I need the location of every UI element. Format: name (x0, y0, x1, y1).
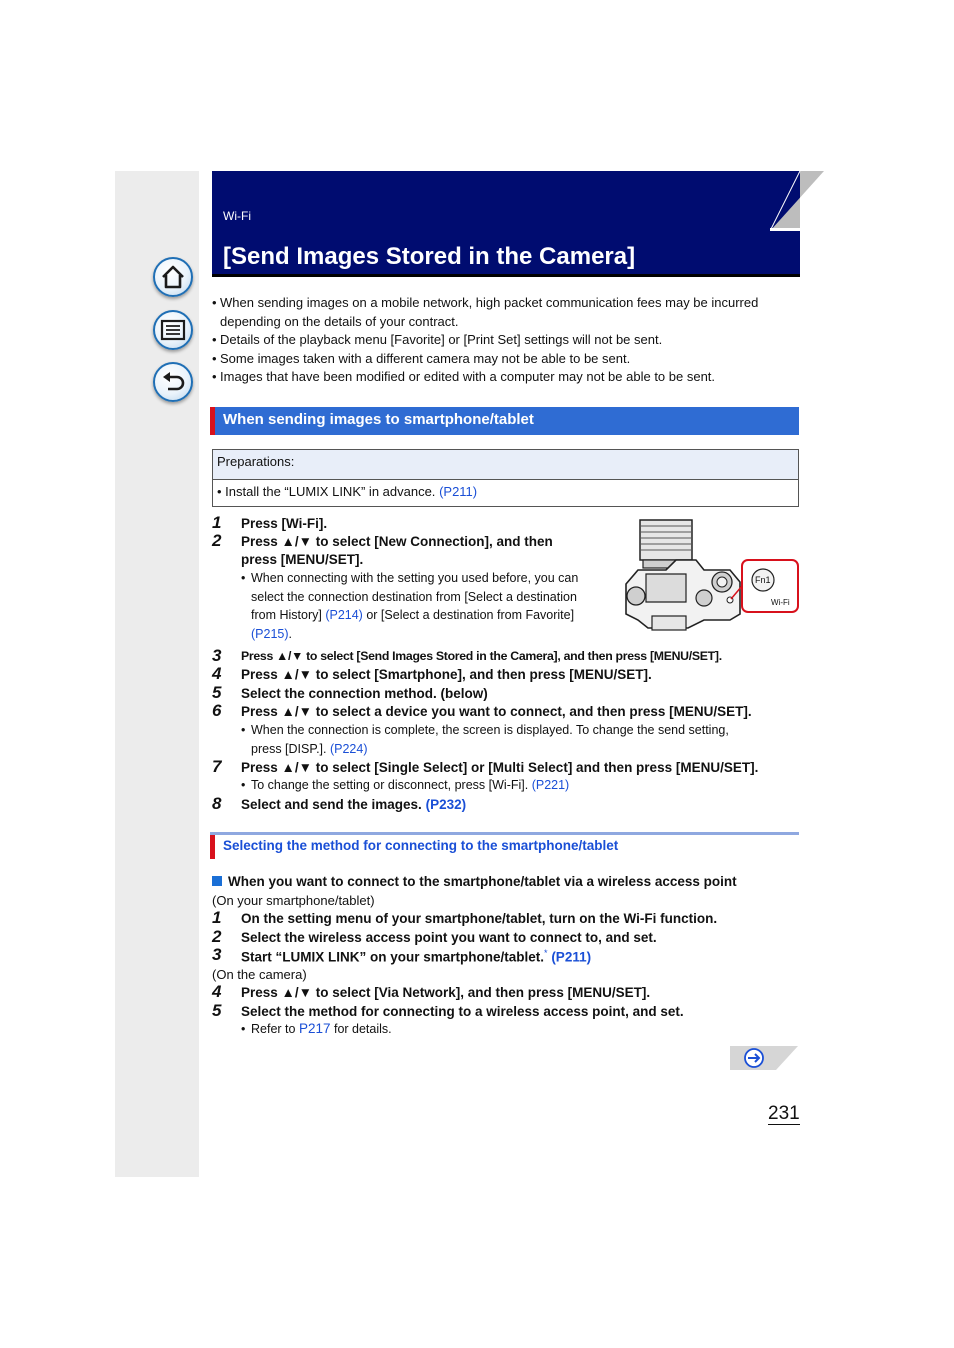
wifi-button-label: Wi-Fi (771, 598, 790, 607)
next-page-arrow-icon[interactable] (730, 1046, 798, 1070)
bullet-item: • Images that have been modified or edited with a computer may not be able to be sent. (212, 368, 802, 387)
title-rule (212, 274, 800, 277)
step-6-note: • When the connection is complete, the screen is displayed. To change the send setting, press [DISP.]. (P224) (241, 723, 729, 756)
link-p221[interactable]: (P221) (531, 778, 570, 792)
link-p211-b[interactable]: (P211) (551, 949, 592, 965)
menu-list-icon[interactable] (153, 310, 193, 350)
header-corner-decoration (770, 171, 824, 231)
square-bullet-icon (212, 876, 222, 886)
step-7-note: • To change the setting or disconnect, press [Wi-Fi]. (P221) (241, 778, 570, 792)
page-number: 231 (768, 1103, 800, 1124)
on-smartphone-label: (On your smartphone/tablet) (212, 893, 375, 908)
preparations-box (212, 449, 799, 507)
on-camera-label: (On the camera) (212, 967, 307, 982)
preparations-label: Preparations: (213, 450, 798, 480)
intro-bullets (212, 294, 802, 387)
section-heading-connection-method: Selecting the method for connecting to the smartphone/tablet (210, 832, 799, 859)
back-arrow-icon[interactable] (153, 362, 193, 402)
link-p214[interactable]: (P214) (325, 608, 363, 622)
link-p215[interactable]: (P215) (251, 626, 289, 641)
home-icon[interactable] (153, 257, 193, 297)
footnote-mark: * (544, 948, 548, 958)
section-heading-smartphone: When sending images to smartphone/tablet (210, 407, 799, 435)
step2-5-note: • Refer to P217 for details. (241, 1021, 392, 1036)
bullet-item: • Details of the playback menu [Favorite] or [Print Set] settings will not be sent. (212, 331, 802, 350)
preparations-text: • Install the “LUMIX LINK” in advance. (P211) (217, 484, 478, 499)
fn1-button-label: Fn1 (755, 575, 771, 585)
page-title: [Send Images Stored in the Camera] (223, 243, 636, 270)
link-p217[interactable]: P217 (298, 1021, 331, 1036)
link-p232[interactable]: (P232) (425, 797, 467, 812)
step-2-note: • When connecting with the setting you used before, you can select the connection destination from [Select a destination from History] (P214) or [Select a destination from Favorite] (P215). (241, 571, 579, 641)
bullet-item: • Some images taken with a different camera may not be able to be sent. (212, 350, 802, 369)
bullet-continuation: depending on the details of your contract. (220, 313, 459, 329)
wireless-access-point-heading: When you want to connect to the smartphone/tablet via a wireless access point (212, 874, 737, 889)
section-tag: Wi-Fi (223, 209, 251, 223)
bullet-item: • When sending images on a mobile network, high packet communication fees may be incurred (212, 294, 802, 313)
link-p224[interactable]: (P224) (329, 741, 368, 756)
link-p211[interactable]: (P211) (439, 484, 478, 499)
camera-top-illustration (618, 516, 800, 634)
